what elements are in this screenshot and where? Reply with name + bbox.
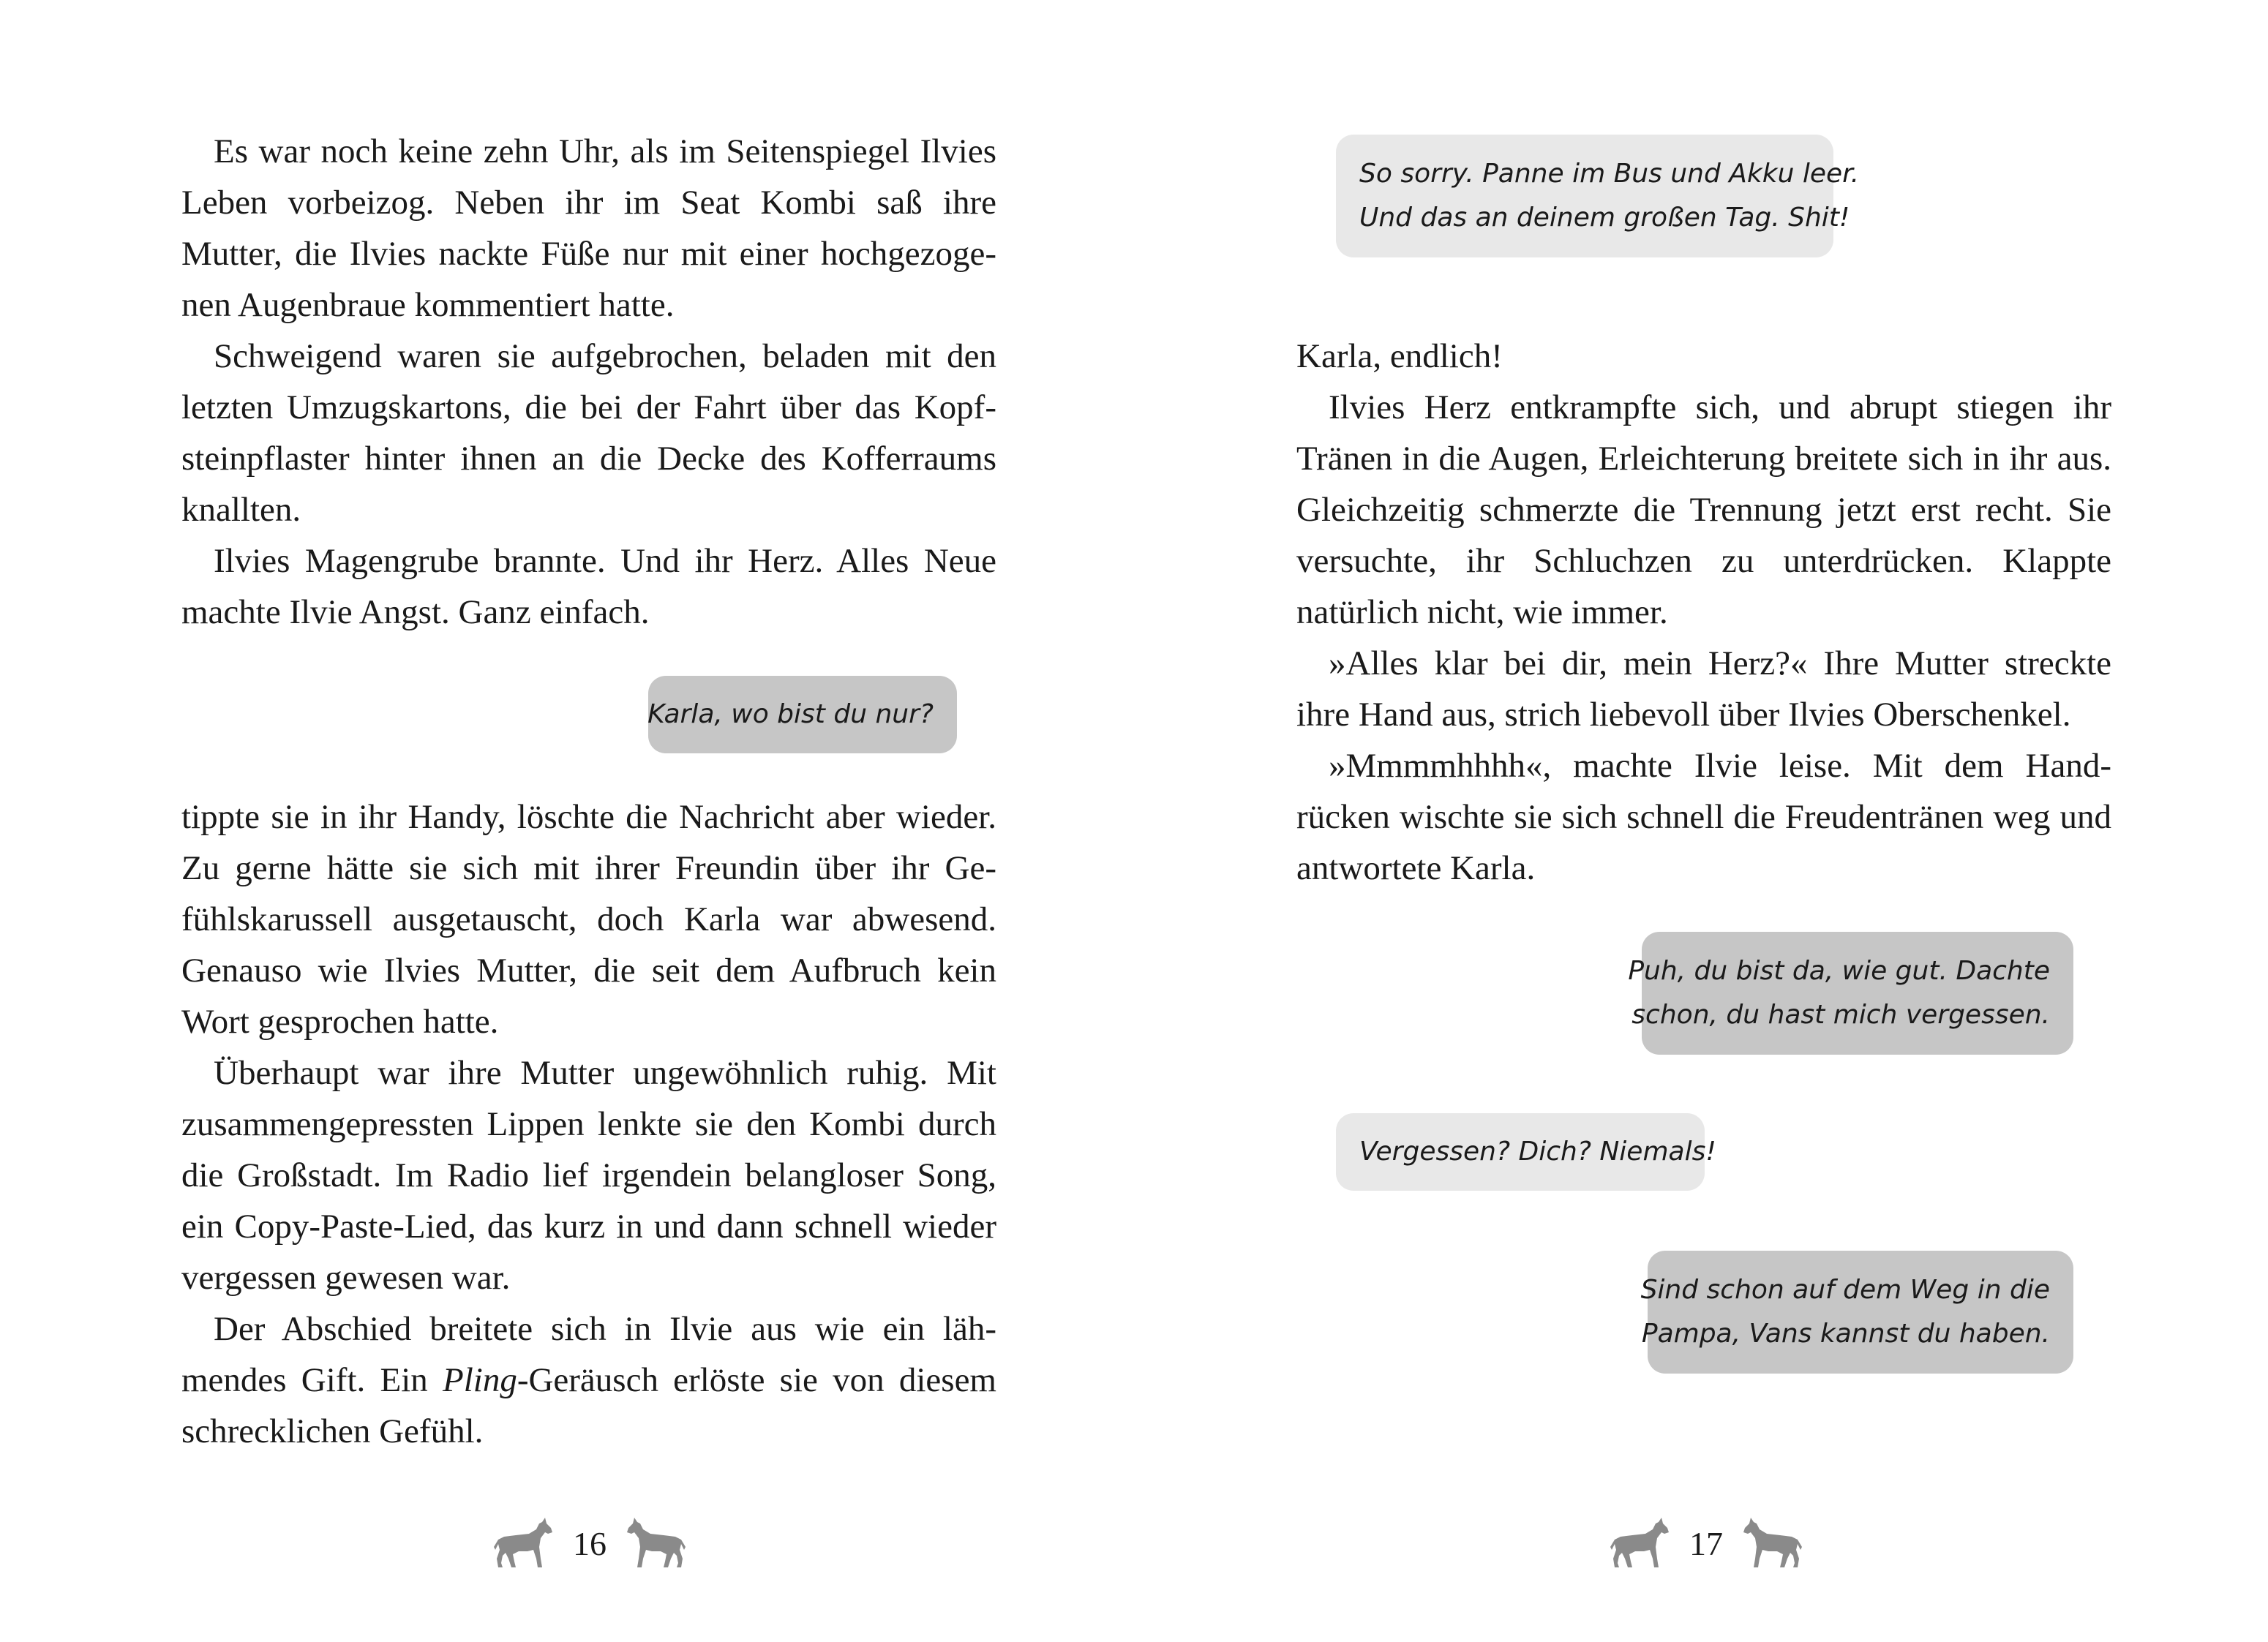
chat-bubble-text: Vergessen? Dich? Niemals! [1359, 1137, 1716, 1167]
chat-bubble-incoming [1336, 1113, 1716, 1191]
paragraph: »Mmmmhhhh«, machte Ilvie leise. Mit dem Handrücken wischte sie sich schnell die Freudentränen weg und antwortete Karla. [1296, 747, 2111, 887]
page-footer [480, 1514, 699, 1573]
text-block-bottom [181, 791, 996, 1457]
chat-bubble-outgoing [1628, 932, 2073, 1055]
wolf-icon [494, 1518, 554, 1569]
paragraph: Ilvies Magengrube brannte. Und ihr Herz. Alles Neue machte Ilvie Angst. Ganz einfach. [181, 542, 996, 631]
chat-bubble-text: schon, du hast mich vergessen. [1631, 1000, 2050, 1030]
paragraph [181, 1303, 996, 1457]
paragraph-text: Der Abschied breitete sich in Ilvie aus wie ein lähmendes Gift. Ein [181, 1310, 996, 1399]
page-number: 16 [573, 1524, 607, 1562]
right-page [1134, 0, 2268, 1642]
paragraph-text: -Geräusch erlöste sie von diesem schrecklichen Gefühl. [181, 1361, 996, 1450]
chat-bubble-text: Pampa, Vans kannst du haben. [1641, 1319, 2050, 1349]
wolf-icon [1742, 1518, 1802, 1569]
page-footer [1596, 1514, 1816, 1573]
chat-bubble-text: Und das an deinem großen Tag. Shit! [1359, 203, 1850, 233]
wolf-icon [1610, 1518, 1670, 1569]
chat-bubble-outgoing [1640, 1251, 2073, 1374]
paragraph: Überhaupt war ihre Mutter ungewöhnlich ruhig. Mit zusammengepressten Lippen lenkte sie den Kombi durch die Großstadt. Im Radio lief irgendein belangloser Song, ein Copy-Paste-Lied, das kurz in und dann schnell wieder vergessen gewesen war. [181, 1054, 996, 1297]
page-number: 17 [1689, 1524, 1723, 1562]
paragraph: Ilvies Herz entkrampfte sich, und abrupt stiegen ihr Tränen in die Augen, Erleichterung breitete sich in ihr aus. Gleichzeitig schmerzte die Trennung jetzt erst recht. Sie versuchte, ihr Schluchzen zu unterdrücken. Klappte natürlich nicht, wie immer. [1296, 388, 2111, 631]
paragraph: tippte sie in ihr Handy, löschte die Nachricht aber wieder. Zu gerne hätte sie sich mit ihrer Freundin über ihr Gefühlskarussell ausgetauscht, doch Karla war abwesend. Genauso wie Ilvies Mutter, die seit dem Aufbruch kein Wort gesprochen hatte. [181, 798, 996, 1041]
chat-bubble-text: Puh, du bist da, wie gut. Dachte [1628, 956, 2050, 986]
paragraph: Schweigend waren sie aufgebrochen, beladen mit den letzten Umzugskartons, die bei der Fahrt über das Kopfsteinpflaster hinter ihnen an die Decke des Kofferraums knallten. [181, 337, 996, 529]
paragraph: Karla, endlich! [1296, 337, 1503, 375]
chat-bubble-text: So sorry. Panne im Bus und Akku leer. [1359, 159, 1860, 189]
emphasis-text: Pling [443, 1361, 517, 1399]
chat-bubble-outgoing [648, 676, 957, 753]
text-block [1296, 331, 2111, 894]
text-block-top [181, 126, 996, 638]
chat-bubble-text: Sind schon auf dem Weg in die [1640, 1275, 2050, 1305]
chat-bubble-text: Karla, wo bist du nur? [647, 699, 934, 729]
wolf-icon [626, 1518, 686, 1569]
chat-bubble-incoming [1336, 135, 1860, 257]
paragraph: »Alles klar bei dir, mein Herz?« Ihre Mutter streckte ihre Hand aus, strich liebevoll über Ilvies Oberschenkel. [1296, 644, 2111, 734]
paragraph: Es war noch keine zehn Uhr, als im Seitenspiegel Ilvies Leben vorbeizog. Neben ihr im Seat Kombi saß ihre Mutter, die Ilvies nackte Füße nur mit einer hochgezogenen Augenbraue kommentiert hatte. [181, 132, 996, 324]
